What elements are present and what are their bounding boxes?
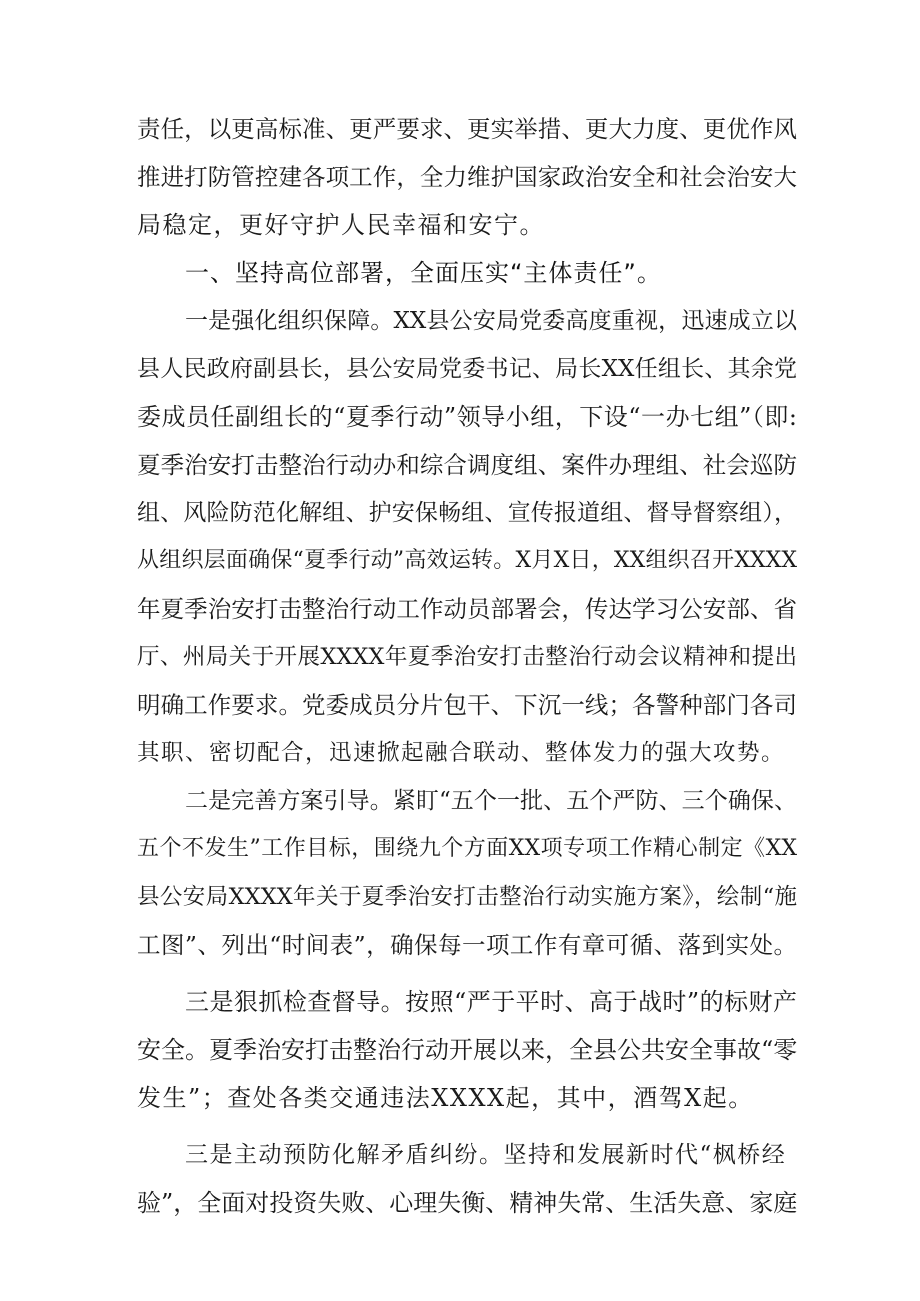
body-line: 组、风险防范化解组、护安保畅组、宣传报道组、督导督察组）， xyxy=(137,500,797,526)
body-line: 局稳定，更好守护人民幸福和安宁。 xyxy=(137,211,545,239)
body-line: 县人民政府副县长，县公安局党委书记、局长XX任组长、其余党 xyxy=(137,356,797,382)
body-line: 责任，以更高标准、更严要求、更实举措、更大力度、更优作风 xyxy=(137,115,797,143)
paragraph-first-line: 三是狠抓检查督导。按照“严于平时、高于战时”的标财产 xyxy=(185,988,797,1016)
paragraph-first-line: 三是主动预防化解矛盾纠纷。坚持和发展新时代“枫桥经 xyxy=(185,1142,787,1168)
body-line: 夏季治安打击整治行动办和综合调度组、案件办理组、社会巡防 xyxy=(137,451,797,479)
body-line: 验”，全面对投资失败、心理失衡、精神失常、生活失意、家庭 xyxy=(137,1189,798,1217)
paragraph-first-line: 二是完善方案引导。紧盯“五个一批、五个严防、三个确保、 xyxy=(185,788,797,814)
body-line: 五个不发生”工作目标，围绕九个方面XX项专项工作精心制定《XX xyxy=(137,836,797,861)
paragraph-first-line: 一是强化组织保障。XX县公安局党委高度重视，迅速成立以 xyxy=(185,308,797,334)
body-line: 县公安局XXXX年关于夏季治安打击整治行动实施方案》，绘制“施 xyxy=(137,884,797,910)
body-line: 推进打防管控建各项工作，全力维护国家政治安全和社会治安大 xyxy=(137,163,797,191)
body-line: 发生”；查处各类交通违法XXXX起，其中，酒驾X起。 xyxy=(137,1084,754,1112)
section-heading: 一、坚持高位部署，全面压实“主体责任”。 xyxy=(185,259,662,287)
body-line: 从组织层面确保“夏季行动”高效运转。X月X日，XX组织召开XXXX xyxy=(137,548,797,573)
body-line: 明确工作要求。党委成员分片包干、下沉一线；各警种部门各司 xyxy=(137,691,797,719)
body-line: 其职、密切配合，迅速掀起融合联动、整体发力的强大攻势。 xyxy=(137,740,786,766)
body-line: 委成员任副组长的“夏季行动”领导小组，下设“一办七组”（即: xyxy=(137,403,797,431)
body-line: 工图”、列出“时间表”，确保每一项工作有章可循、落到实处。 xyxy=(137,931,797,959)
body-line: 年夏季治安打击整治行动工作动员部署会，传达学习公安部、省 xyxy=(137,595,797,623)
body-line: 安全。夏季治安打击整治行动开展以来，全县公共安全事故“零 xyxy=(137,1036,798,1064)
body-line: 厅、州局关于开展XXXX年夏季治安打击整治行动会议精神和提出 xyxy=(137,644,797,670)
